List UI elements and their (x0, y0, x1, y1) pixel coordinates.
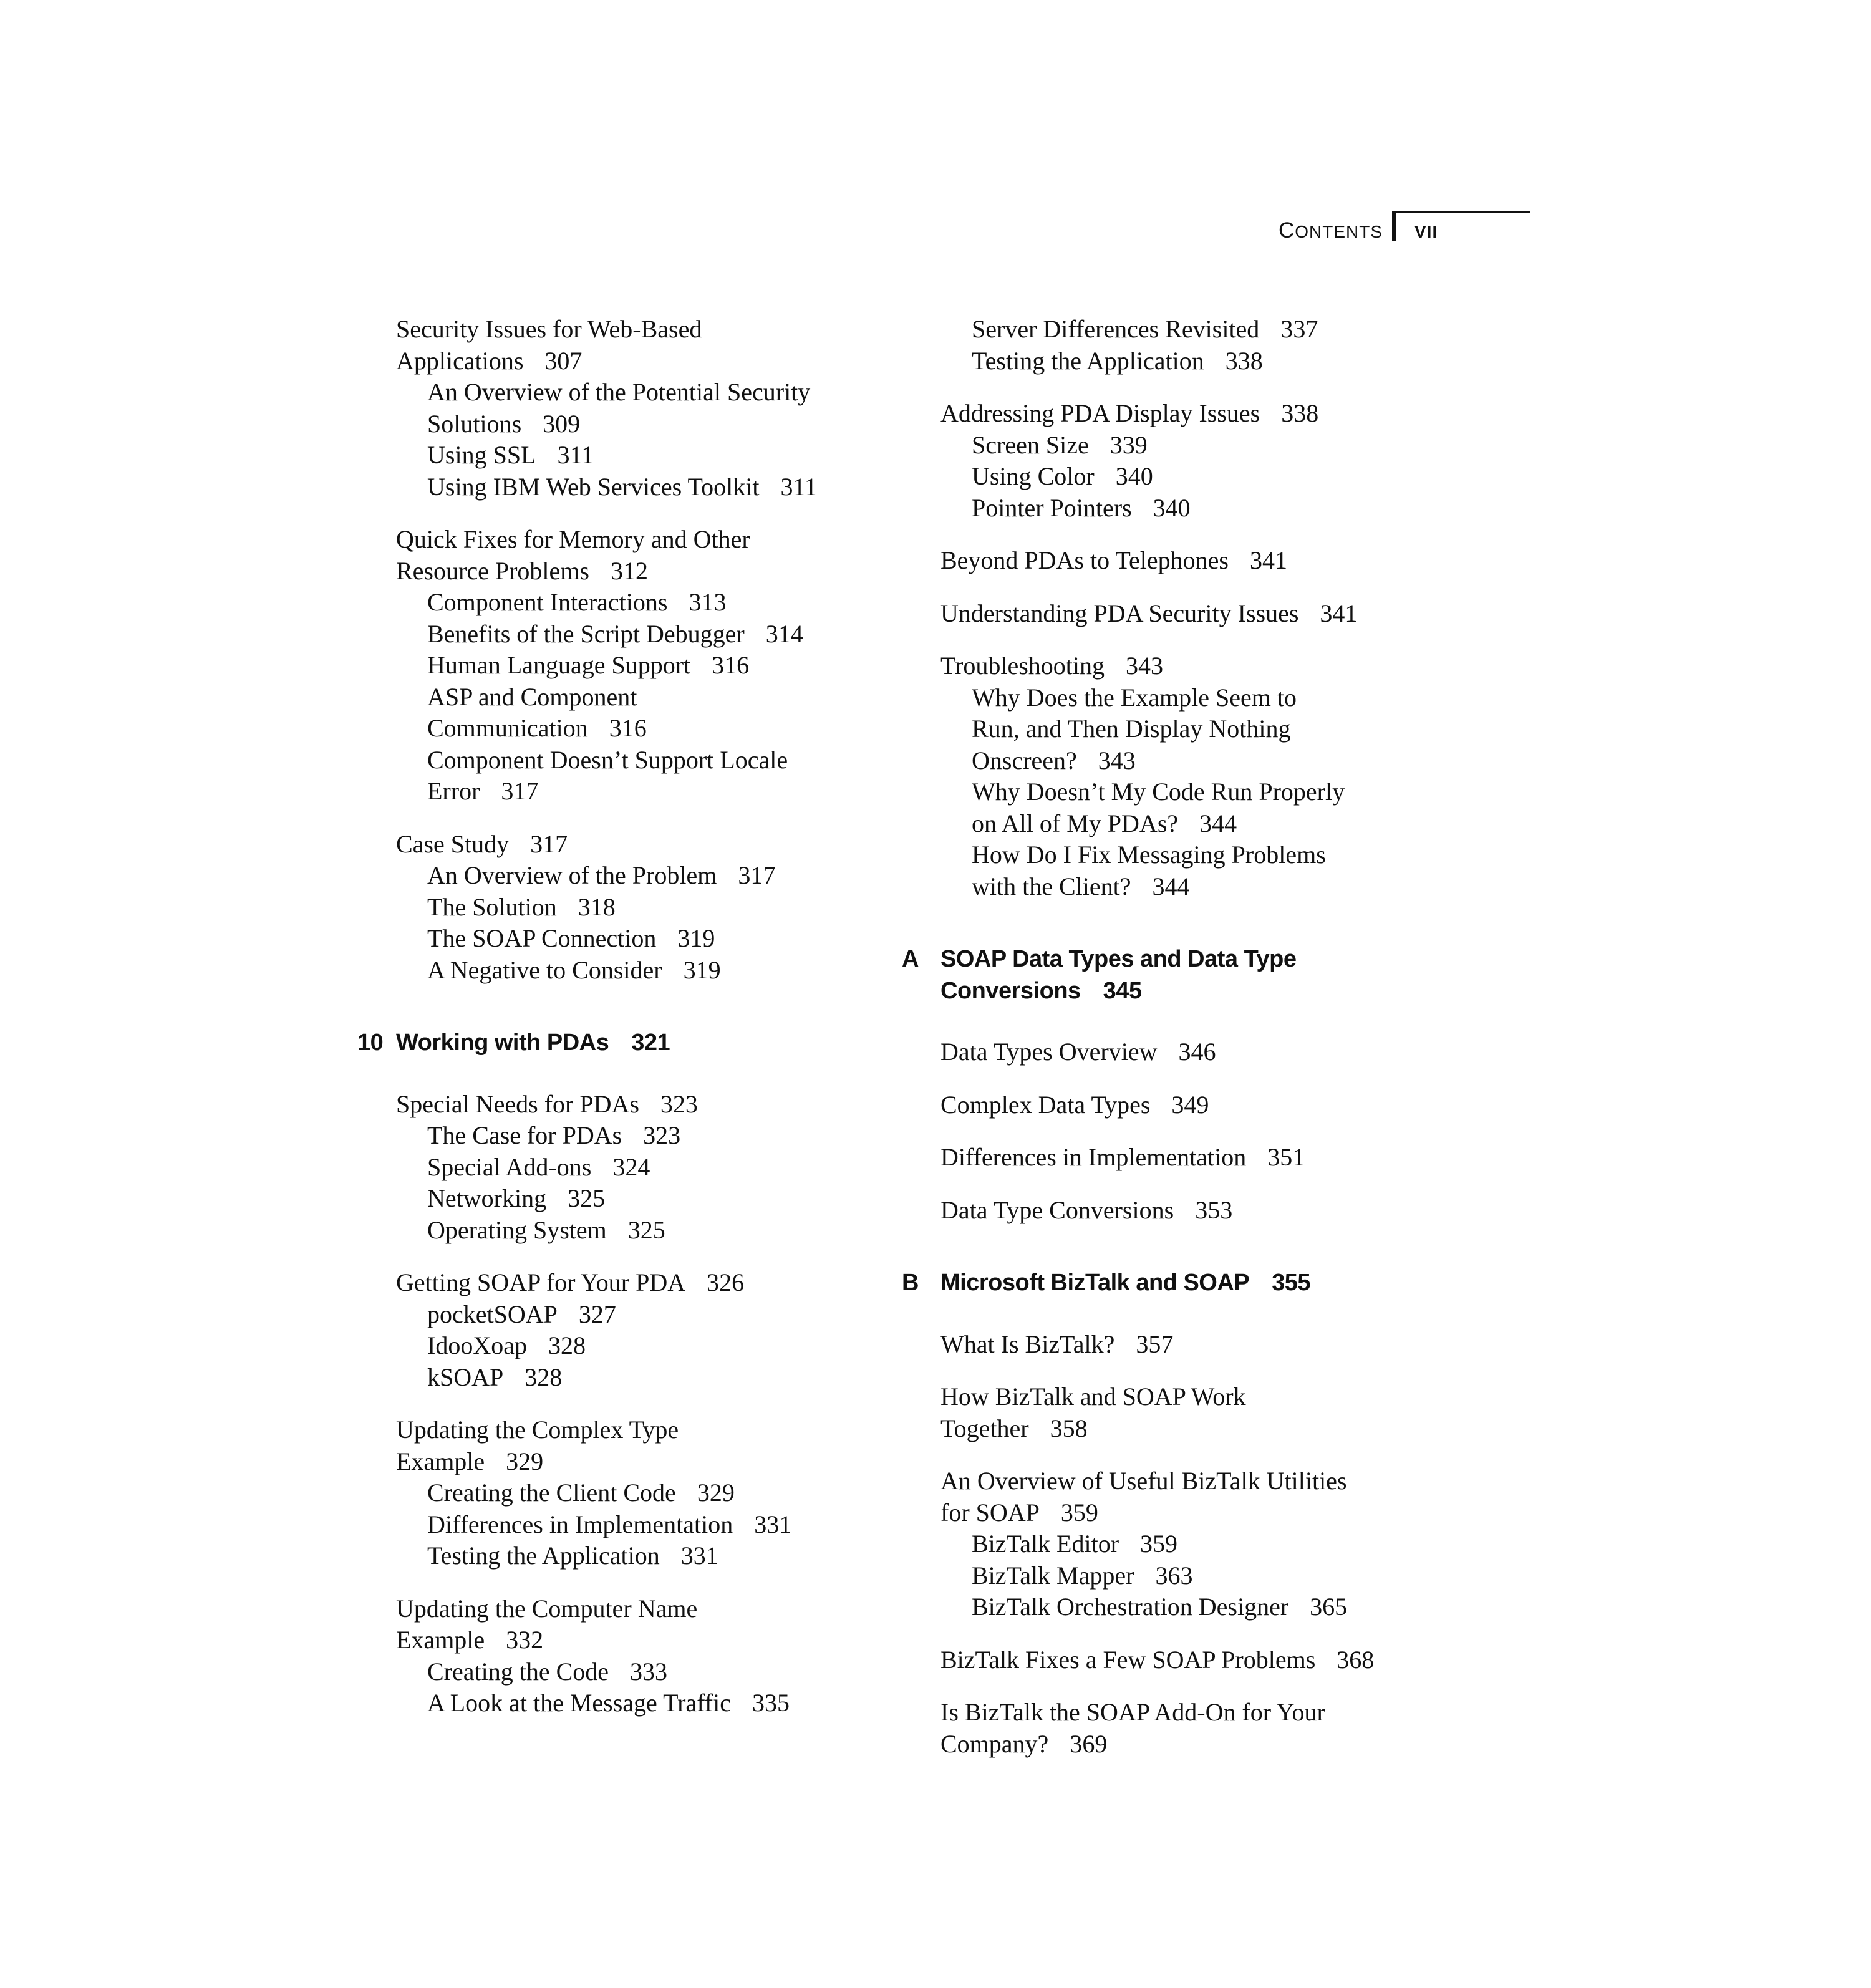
entry-page-number: 323 (660, 1089, 698, 1118)
chapter-title: SOAP Data Types and Data Type (940, 946, 1297, 972)
entry-title-cont: Example (396, 1447, 485, 1475)
entry-title: Using IBM Web Services Toolkit (427, 472, 760, 501)
entry-title: Human Language Support (427, 651, 691, 679)
entry-page-number: 331 (680, 1542, 718, 1570)
toc-subentry (396, 650, 870, 682)
entry-page-number: 325 (568, 1184, 606, 1212)
chapter-page-number: 345 (1103, 977, 1142, 1004)
entry-page-number: 312 (610, 556, 648, 585)
entry-title: Differences in Implementation (940, 1143, 1247, 1171)
entry-title: BizTalk Fixes a Few SOAP Problems (940, 1645, 1316, 1674)
entry-title-cont: Communication (427, 714, 588, 742)
toc-entry (396, 1593, 870, 1656)
entry-title: Beyond PDAs to Telephones (940, 546, 1229, 574)
entry-title: Creating the Code (427, 1657, 609, 1686)
entry-page-number: 319 (677, 924, 715, 952)
entry-title: Why Doesn’t My Code Run Properly (972, 778, 1345, 806)
entry-page-number: 335 (752, 1689, 790, 1717)
toc-entry (396, 1089, 870, 1121)
chapter-page-number: 355 (1272, 1270, 1311, 1296)
toc-entry (940, 398, 1414, 430)
entry-page-number: 340 (1115, 462, 1153, 490)
entry-title-cont: for SOAP (940, 1498, 1040, 1527)
entry-title: An Overview of Useful BizTalk Utilities (940, 1467, 1347, 1495)
entry-page-number: 365 (1310, 1593, 1348, 1621)
entry-page-number: 328 (548, 1331, 586, 1359)
chapter-title: Working with PDAs (396, 1030, 609, 1056)
entry-page-number: 343 (1098, 746, 1136, 774)
entry-title: Networking (427, 1184, 547, 1212)
entry-title: kSOAP (427, 1363, 504, 1391)
entry-page-number: 359 (1140, 1530, 1178, 1558)
toc-subentry (396, 377, 870, 440)
toc-subentry (940, 839, 1414, 902)
entry-page-number: 338 (1225, 346, 1263, 375)
entry-title-cont: Solutions (427, 409, 522, 438)
entry-title: Troubleshooting (940, 652, 1105, 680)
toc-subentry (396, 440, 870, 471)
entry-page-number: 338 (1281, 399, 1319, 427)
entry-title-cont: Applications (396, 346, 524, 375)
entry-title: Using Color (972, 462, 1095, 490)
toc-left-column (357, 314, 870, 1719)
entry-page-number: 327 (578, 1300, 616, 1328)
toc-subentry (396, 1120, 870, 1152)
running-head (1279, 218, 1381, 243)
toc-subentry (396, 1656, 870, 1688)
entry-title-cont: Resource Problems (396, 556, 589, 585)
entry-page-number: 317 (530, 829, 568, 858)
entry-page-number: 316 (609, 714, 647, 742)
chapter-title: Microsoft BizTalk and SOAP (940, 1270, 1250, 1296)
entry-title: Pointer Pointers (972, 493, 1132, 522)
entry-title-cont: on All of My PDAs? (972, 809, 1179, 837)
running-head-initial: C (1279, 218, 1295, 243)
entry-page-number: 316 (712, 651, 750, 679)
toc-subentry (396, 745, 870, 808)
entry-title: Security Issues for Web-Based (396, 315, 702, 343)
entry-page-number: 368 (1337, 1645, 1375, 1674)
entry-title: Why Does the Example Seem to (972, 683, 1297, 712)
toc-entry (396, 1267, 870, 1299)
entry-page-number: 318 (578, 892, 616, 921)
entry-title-cont: Error (427, 777, 480, 805)
entry-page-number: 341 (1320, 599, 1358, 627)
toc-entry (940, 650, 1414, 682)
entry-title: Component Doesn’t Support Locale (427, 745, 788, 774)
entry-page-number: 359 (1060, 1498, 1098, 1527)
chapter-heading (902, 943, 1414, 1006)
entry-page-number: 344 (1199, 809, 1237, 837)
entry-page-number: 329 (506, 1447, 544, 1475)
entry-page-number: 340 (1153, 493, 1191, 522)
chapter-page-number: 321 (631, 1030, 670, 1056)
entry-title: Quick Fixes for Memory and Other (396, 525, 750, 553)
entry-title: BizTalk Mapper (972, 1561, 1134, 1590)
entry-title-cont: Company? (940, 1729, 1049, 1758)
chapter-number: 10 (357, 1030, 384, 1056)
entry-title: Screen Size (972, 430, 1089, 459)
entry-title: What Is BizTalk? (940, 1329, 1115, 1358)
toc-subentry (396, 1509, 870, 1541)
toc-subentry (940, 682, 1414, 777)
entry-page-number: 331 (754, 1510, 792, 1538)
toc-subentry (396, 1477, 870, 1509)
entry-page-number: 343 (1126, 652, 1164, 680)
toc-subentry (940, 345, 1414, 377)
toc-subentry (940, 461, 1414, 493)
entry-page-number: 326 (707, 1268, 745, 1296)
entry-title: ASP and Component (427, 682, 637, 711)
toc-subentry (396, 682, 870, 745)
entry-page-number: 358 (1050, 1414, 1088, 1442)
chapter-heading (902, 1267, 1414, 1299)
entry-title: Using SSL (427, 441, 536, 469)
toc-subentry (396, 1687, 870, 1719)
toc-subentry (396, 892, 870, 924)
running-head-rest: ONTENTS (1295, 222, 1383, 241)
toc-subentry (396, 587, 870, 619)
toc-entry (396, 829, 870, 861)
entry-page-number: 353 (1195, 1195, 1233, 1224)
chapter-title-cont: Conversions (940, 977, 1081, 1004)
entry-page-number: 363 (1155, 1561, 1193, 1590)
entry-title: Testing the Application (972, 346, 1204, 375)
entry-page-number: 339 (1110, 430, 1148, 459)
toc-subentry (396, 1330, 870, 1362)
entry-title: Special Add-ons (427, 1152, 592, 1181)
toc-entry (940, 598, 1414, 630)
entry-title: An Overview of the Problem (427, 861, 717, 889)
entry-title: Updating the Complex Type (396, 1416, 679, 1444)
entry-title: Getting SOAP for Your PDA (396, 1268, 686, 1296)
entry-title: Operating System (427, 1215, 607, 1244)
entry-title: Creating the Client Code (427, 1479, 676, 1507)
chapter-heading (357, 1027, 870, 1059)
entry-page-number: 349 (1171, 1090, 1209, 1119)
toc-subentry (940, 314, 1414, 345)
toc-subentry (396, 1183, 870, 1215)
entry-title: BizTalk Editor (972, 1530, 1119, 1558)
entry-page-number: 307 (544, 346, 583, 375)
toc-entry (940, 1329, 1414, 1361)
toc-subentry (396, 860, 870, 892)
entry-page-number: 333 (630, 1657, 668, 1686)
entry-title: The SOAP Connection (427, 924, 657, 952)
entry-page-number: 329 (697, 1479, 735, 1507)
entry-title: Differences in Implementation (427, 1510, 733, 1538)
toc-right-column (902, 314, 1414, 1760)
toc-subentry (940, 430, 1414, 461)
entry-title-cont: Onscreen? (972, 746, 1077, 774)
entry-page-number: 344 (1152, 872, 1190, 900)
entry-title-cont: Run, and Then Display Nothing (972, 715, 1291, 743)
entry-title: How Do I Fix Messaging Problems (972, 841, 1326, 869)
header-rule-horizontal (1392, 211, 1530, 213)
toc-subentry (396, 1362, 870, 1394)
header-rule-vertical (1392, 212, 1396, 241)
entry-title: Special Needs for PDAs (396, 1089, 639, 1118)
entry-page-number: 369 (1070, 1729, 1108, 1758)
toc-subentry (396, 955, 870, 987)
entry-title: An Overview of the Potential Security (427, 378, 811, 406)
entry-title: Data Types Overview (940, 1038, 1158, 1066)
chapter-number: B (902, 1270, 919, 1296)
entry-title: The Solution (427, 892, 557, 921)
toc-entry (940, 1697, 1414, 1760)
toc-entry (940, 1644, 1414, 1676)
entry-page-number: 325 (627, 1215, 665, 1244)
toc-entry (940, 1195, 1414, 1227)
entry-title: A Look at the Message Traffic (427, 1689, 731, 1717)
entry-page-number: 309 (543, 409, 581, 438)
toc-subentry (940, 1528, 1414, 1560)
entry-page-number: 332 (506, 1626, 544, 1654)
entry-page-number: 341 (1250, 546, 1287, 574)
entry-page-number: 313 (689, 588, 727, 616)
entry-title: Server Differences Revisited (972, 315, 1260, 343)
entry-page-number: 311 (557, 441, 594, 469)
toc-subentry (940, 1560, 1414, 1592)
entry-page-number: 317 (738, 861, 776, 889)
entry-page-number: 317 (501, 777, 539, 805)
entry-page-number: 319 (683, 955, 721, 984)
entry-title: Complex Data Types (940, 1090, 1151, 1119)
entry-page-number: 323 (643, 1121, 681, 1149)
entry-title-cont: Together (940, 1414, 1029, 1442)
toc-entry (940, 1142, 1414, 1174)
entry-title: Is BizTalk the SOAP Add-On for Your (940, 1698, 1325, 1726)
entry-title: Benefits of the Script Debugger (427, 619, 745, 648)
entry-page-number: 346 (1178, 1038, 1216, 1066)
entry-page-number: 351 (1267, 1143, 1305, 1171)
entry-page-number: 311 (780, 472, 817, 501)
entry-title: IdooXoap (427, 1331, 527, 1359)
toc-subentry (940, 1591, 1414, 1623)
toc-subentry (396, 1540, 870, 1572)
entry-page-number: 337 (1280, 315, 1318, 343)
toc-subentry (940, 493, 1414, 524)
entry-title: Understanding PDA Security Issues (940, 599, 1299, 627)
page-number: VII (1414, 222, 1438, 241)
toc-entry (940, 1036, 1414, 1068)
entry-title-cont: with the Client? (972, 872, 1131, 900)
toc-subentry (396, 619, 870, 650)
toc-entry (940, 1089, 1414, 1121)
toc-subentry (396, 471, 870, 503)
entry-title: How BizTalk and SOAP Work (940, 1382, 1246, 1411)
entry-page-number: 324 (612, 1152, 650, 1181)
toc-entry (396, 314, 870, 377)
entry-title: BizTalk Orchestration Designer (972, 1593, 1289, 1621)
entry-title: Updating the Computer Name (396, 1594, 698, 1623)
entry-title: pocketSOAP (427, 1300, 558, 1328)
toc-subentry (396, 1299, 870, 1331)
entry-title: Component Interactions (427, 588, 668, 616)
toc-subentry (396, 1152, 870, 1184)
entry-page-number: 328 (525, 1363, 563, 1391)
entry-title: Testing the Application (427, 1542, 660, 1570)
entry-title: Addressing PDA Display Issues (940, 399, 1260, 427)
entry-title: A Negative to Consider (427, 955, 662, 984)
toc-entry (396, 1414, 870, 1477)
toc-subentry (940, 776, 1414, 839)
entry-title-cont: Example (396, 1626, 485, 1654)
toc-entry (940, 1381, 1414, 1444)
toc-subentry (396, 923, 870, 955)
entry-page-number: 314 (765, 619, 803, 648)
chapter-number: A (902, 946, 919, 972)
toc-entry (396, 524, 870, 587)
entry-page-number: 357 (1136, 1329, 1174, 1358)
entry-title: The Case for PDAs (427, 1121, 622, 1149)
toc-entry (940, 545, 1414, 577)
entry-title: Case Study (396, 829, 510, 858)
toc-entry (940, 1465, 1414, 1528)
toc-subentry (396, 1215, 870, 1247)
entry-title: Data Type Conversions (940, 1195, 1174, 1224)
